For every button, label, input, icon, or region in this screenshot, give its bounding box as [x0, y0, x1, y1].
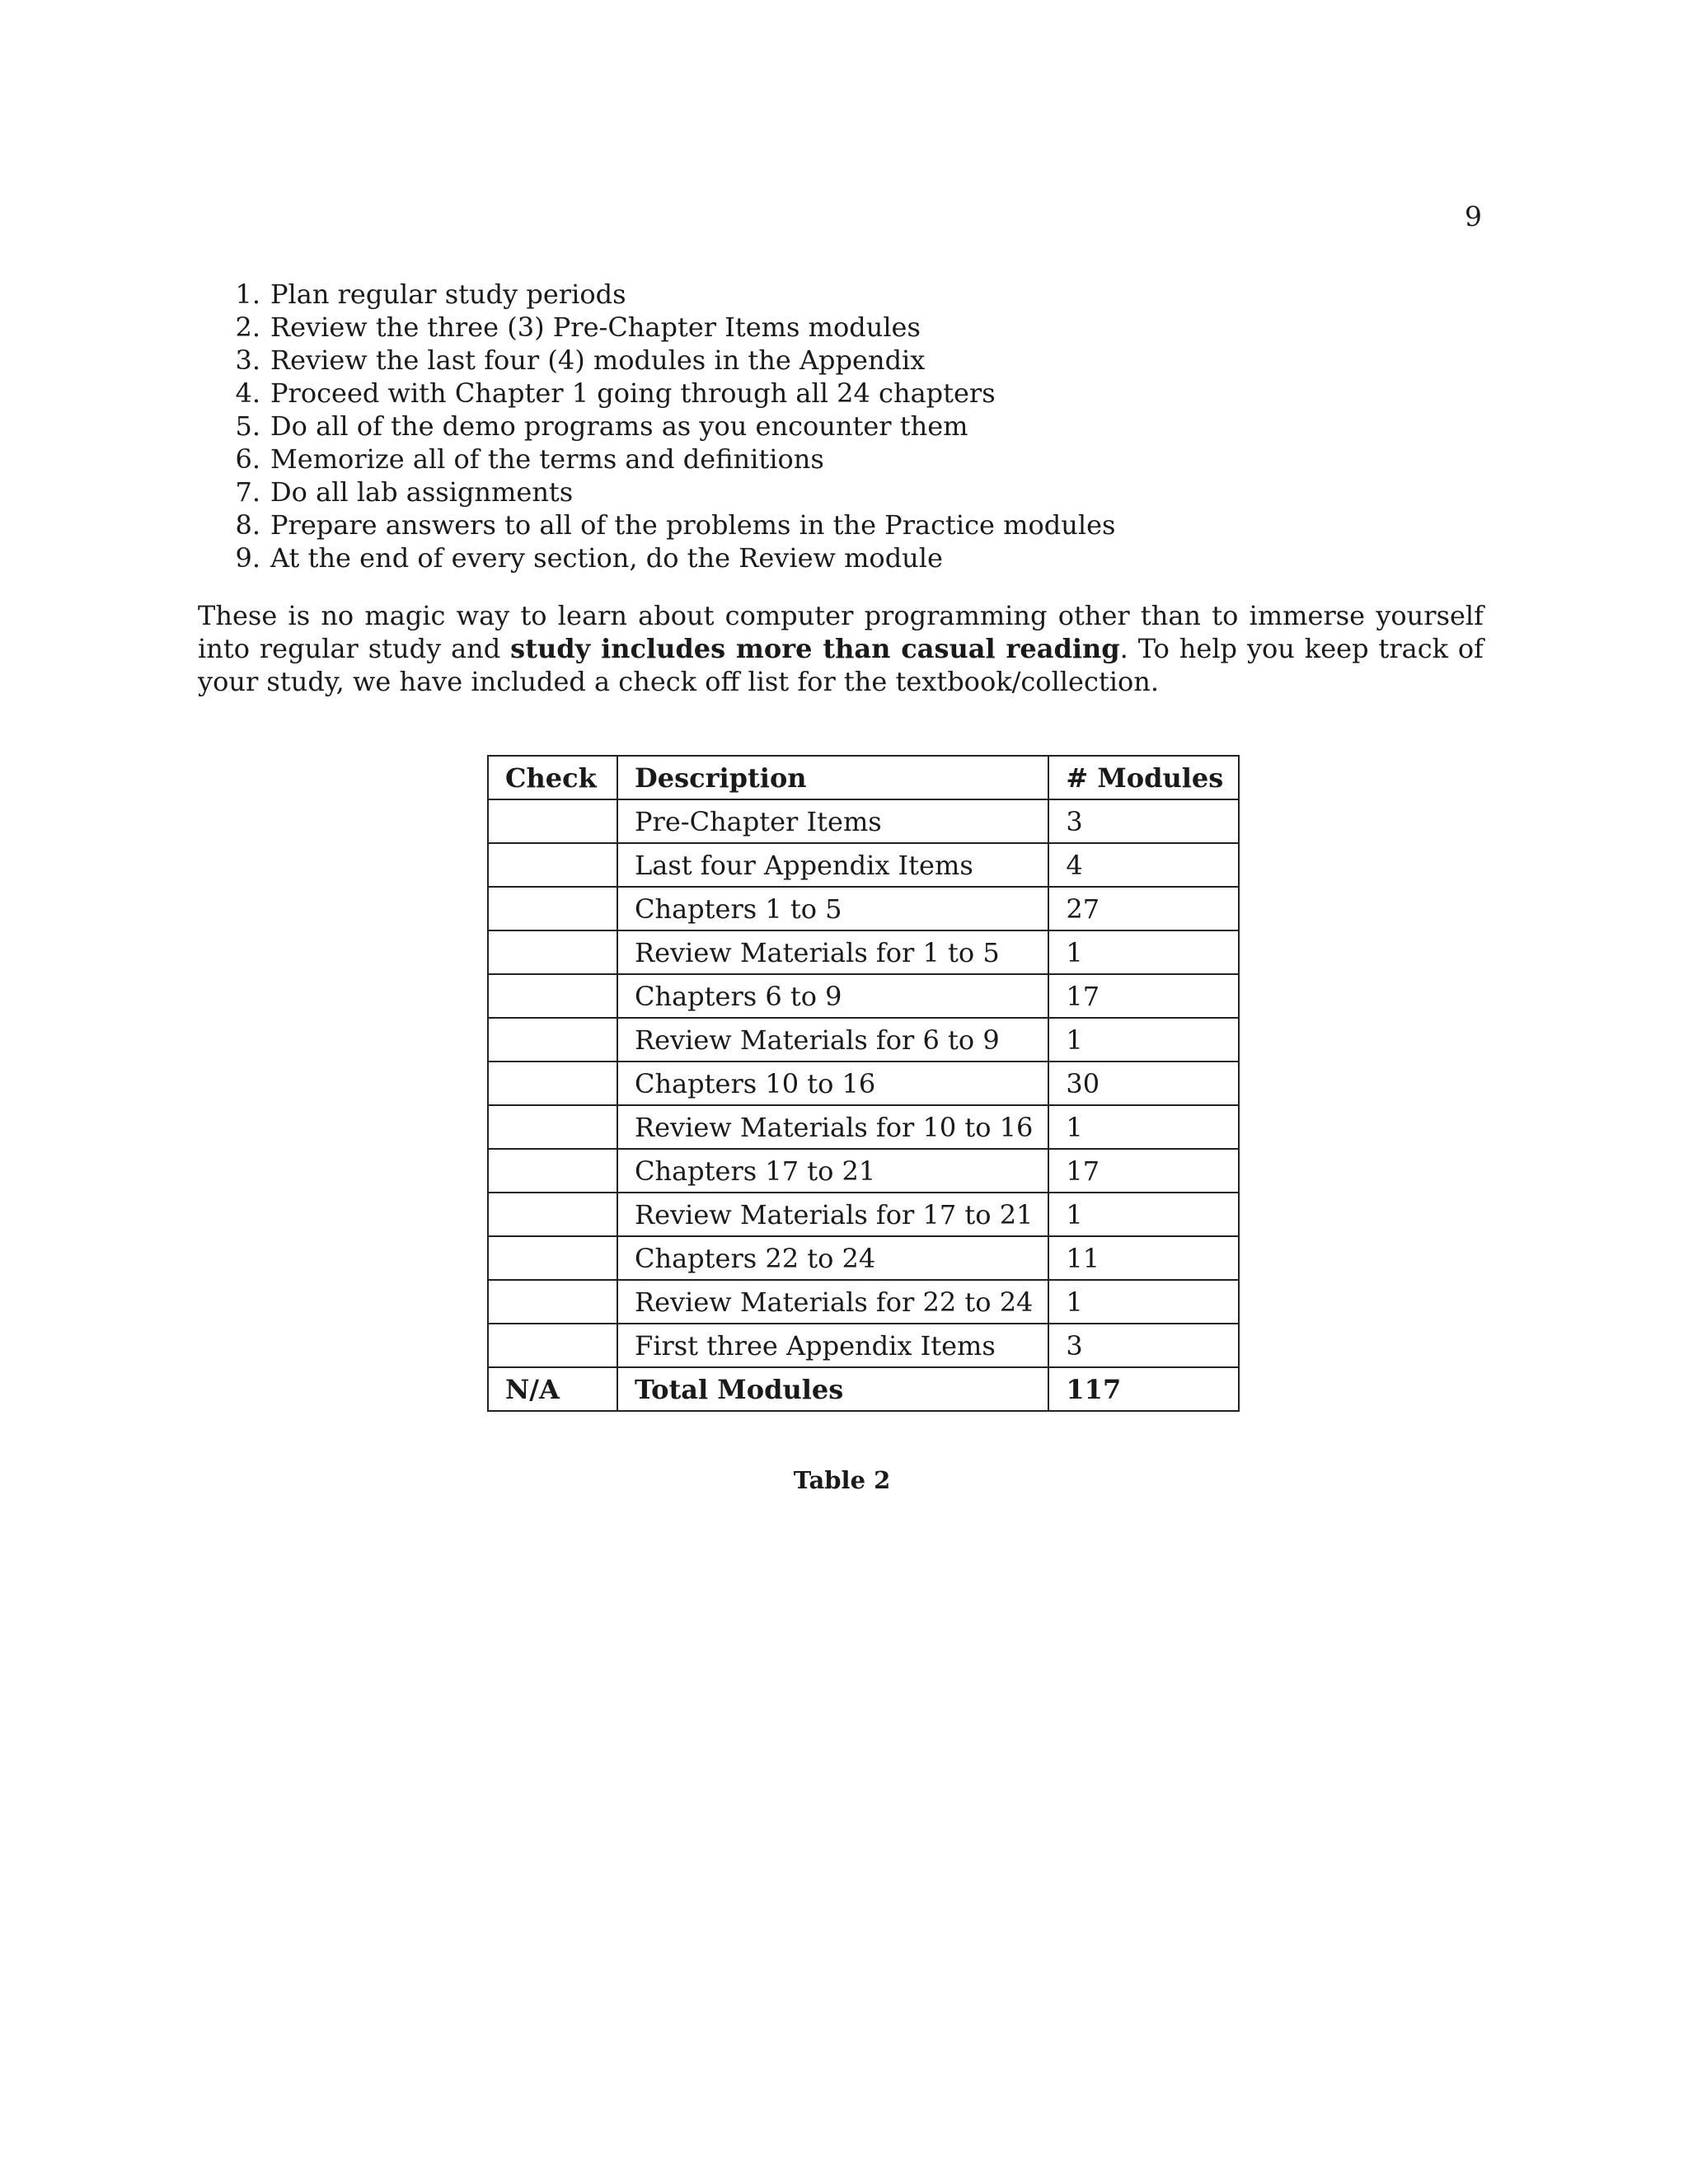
check-cell[interactable] — [488, 843, 617, 887]
modules-cell: 17 — [1048, 1149, 1239, 1193]
modules-cell: 1 — [1048, 1105, 1239, 1149]
list-item-number: 2. — [235, 312, 260, 343]
table-row — [488, 1280, 1239, 1324]
description-cell: First three Appendix Items — [617, 1324, 1048, 1367]
list-item-number: 8. — [235, 509, 260, 541]
modules-cell: 1 — [1048, 930, 1239, 974]
check-cell[interactable] — [488, 1018, 617, 1062]
table-header-row — [488, 756, 1239, 799]
description-cell: Chapters 22 to 24 — [617, 1236, 1048, 1280]
header-modules: # Modules — [1048, 756, 1239, 799]
modules-cell: 4 — [1048, 843, 1239, 887]
table-row — [488, 1149, 1239, 1193]
modules-cell: 3 — [1048, 1324, 1239, 1367]
list-item-number: 7. — [235, 476, 260, 508]
table-row — [488, 974, 1239, 1018]
modules-cell: 11 — [1048, 1236, 1239, 1280]
list-item-text: Proceed with Chapter 1 going through all 24 chapters — [270, 377, 996, 409]
table-row — [488, 799, 1239, 843]
intro-bold-text: study includes more than casual reading — [510, 633, 1120, 664]
description-cell: Pre-Chapter Items — [617, 799, 1048, 843]
description-cell: Chapters 6 to 9 — [617, 974, 1048, 1018]
description-cell: Chapters 1 to 5 — [617, 887, 1048, 930]
list-item-number: 6. — [235, 443, 260, 475]
intro-paragraph — [198, 599, 1484, 698]
modules-cell: 27 — [1048, 887, 1239, 930]
list-item-text: Do all of the demo programs as you encounter them — [270, 410, 968, 442]
study-steps-list — [229, 278, 1465, 574]
total-description-cell: Total Modules — [617, 1367, 1048, 1411]
modules-cell: 3 — [1048, 799, 1239, 843]
table-row — [488, 1018, 1239, 1062]
table-row — [488, 843, 1239, 887]
table-row — [488, 1193, 1239, 1236]
table-row — [488, 930, 1239, 974]
list-item-text: Prepare answers to all of the problems in the Practice modules — [270, 509, 1116, 541]
description-cell: Review Materials for 6 to 9 — [617, 1018, 1048, 1062]
check-cell[interactable] — [488, 930, 617, 974]
list-item-text: Review the last four (4) modules in the Appendix — [270, 344, 926, 376]
header-description: Description — [617, 756, 1048, 799]
module-checklist-table — [487, 755, 1240, 1412]
check-cell[interactable] — [488, 1193, 617, 1236]
table-row — [488, 1062, 1239, 1105]
check-cell[interactable] — [488, 1149, 617, 1193]
list-item-number: 3. — [235, 344, 260, 376]
table-row — [488, 1236, 1239, 1280]
list-item — [229, 377, 1465, 410]
check-cell[interactable] — [488, 1105, 617, 1149]
table-caption: Table 2 — [793, 1466, 891, 1494]
list-item-text: Plan regular study periods — [270, 279, 626, 310]
list-item-text: Review the three (3) Pre-Chapter Items modules — [270, 312, 921, 343]
modules-cell: 1 — [1048, 1018, 1239, 1062]
list-item — [229, 476, 1465, 509]
description-cell: Review Materials for 1 to 5 — [617, 930, 1048, 974]
check-cell[interactable] — [488, 974, 617, 1018]
list-item — [229, 509, 1465, 541]
check-cell[interactable] — [488, 1236, 617, 1280]
intro-text-after: . To help you keep track of your study, we have included a check off list for the textbook/collection. — [198, 633, 1484, 697]
modules-cell: 1 — [1048, 1193, 1239, 1236]
table-total-row — [488, 1367, 1239, 1411]
check-cell[interactable] — [488, 1062, 617, 1105]
table-row — [488, 887, 1239, 930]
list-item-number: 5. — [235, 410, 260, 442]
modules-cell: 17 — [1048, 974, 1239, 1018]
total-modules-cell: 117 — [1048, 1367, 1239, 1411]
list-item-number: 4. — [235, 377, 260, 409]
description-cell: Review Materials for 10 to 16 — [617, 1105, 1048, 1149]
total-check-cell: N/A — [488, 1367, 617, 1411]
list-item-text: Do all lab assignments — [270, 476, 574, 508]
list-item — [229, 344, 1465, 377]
check-cell[interactable] — [488, 1324, 617, 1367]
list-item — [229, 311, 1465, 344]
list-item — [229, 410, 1465, 443]
list-item — [229, 541, 1465, 574]
check-cell[interactable] — [488, 799, 617, 843]
description-cell: Last four Appendix Items — [617, 843, 1048, 887]
check-cell[interactable] — [488, 887, 617, 930]
description-cell: Review Materials for 17 to 21 — [617, 1193, 1048, 1236]
description-cell: Review Materials for 22 to 24 — [617, 1280, 1048, 1324]
list-item — [229, 278, 1465, 311]
table-row — [488, 1324, 1239, 1367]
modules-cell: 30 — [1048, 1062, 1239, 1105]
header-check: Check — [488, 756, 617, 799]
list-item-number: 1. — [235, 279, 260, 310]
list-item-text: Memorize all of the terms and definitions — [270, 443, 824, 475]
list-item — [229, 443, 1465, 476]
list-item-text: At the end of every section, do the Review module — [270, 542, 943, 574]
description-cell: Chapters 10 to 16 — [617, 1062, 1048, 1105]
page-number: 9 — [1465, 200, 1482, 232]
table-row — [488, 1105, 1239, 1149]
modules-cell: 1 — [1048, 1280, 1239, 1324]
check-cell[interactable] — [488, 1280, 617, 1324]
intro-text-before: These is no magic way to learn about computer programming other than to immerse yourself into regular study and — [198, 600, 1484, 664]
description-cell: Chapters 17 to 21 — [617, 1149, 1048, 1193]
list-item-number: 9. — [235, 542, 260, 574]
